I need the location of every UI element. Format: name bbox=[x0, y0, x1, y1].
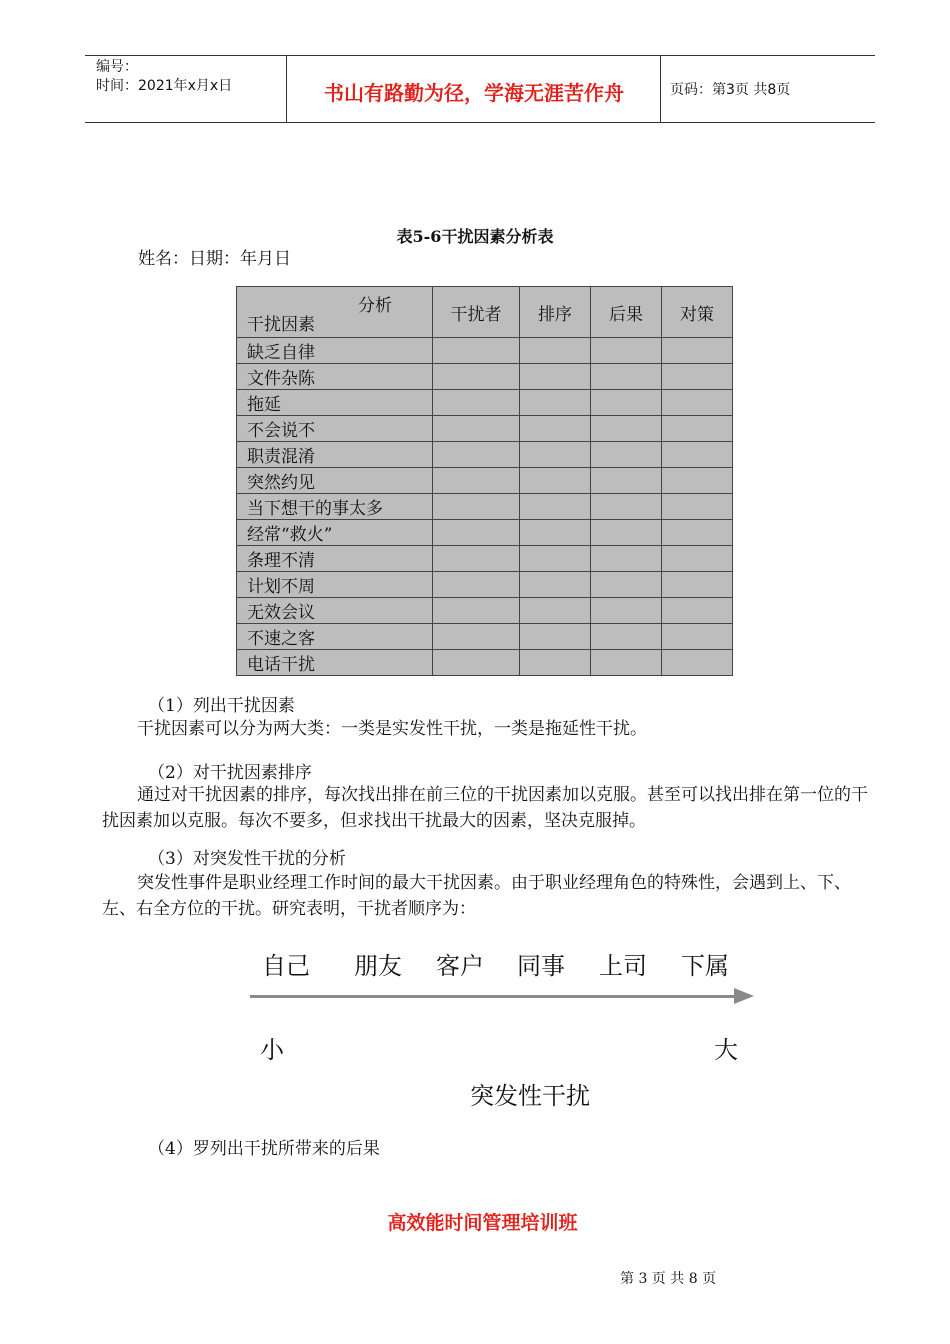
footer-page-number: 第 3 页 共 8 页 bbox=[620, 1271, 717, 1287]
row-label: 无效会议 bbox=[237, 598, 433, 624]
table-cell bbox=[520, 468, 591, 494]
table-cell bbox=[662, 338, 733, 364]
header-top-rule bbox=[85, 55, 875, 56]
table-cell bbox=[433, 624, 520, 650]
column-header: 排序 bbox=[520, 287, 591, 338]
row-label: 不会说不 bbox=[237, 416, 433, 442]
table-cell bbox=[591, 598, 662, 624]
table-cell bbox=[591, 520, 662, 546]
table-cell bbox=[662, 598, 733, 624]
flow-label-boss: 上司 bbox=[599, 952, 647, 980]
row-label: 电话干扰 bbox=[237, 650, 433, 676]
table-cell bbox=[520, 520, 591, 546]
table-cell bbox=[662, 442, 733, 468]
table-cell bbox=[433, 494, 520, 520]
flow-caption: 突发性干扰 bbox=[470, 1082, 590, 1110]
table-cell bbox=[662, 546, 733, 572]
table-cell bbox=[433, 442, 520, 468]
table-cell bbox=[662, 520, 733, 546]
table-row bbox=[237, 650, 733, 676]
section-4-heading: （4）罗列出干扰所带来的后果 bbox=[148, 1139, 380, 1159]
flow-low-label: 小 bbox=[260, 1036, 284, 1064]
table-title: 表5-6干扰因素分析表 bbox=[396, 227, 554, 246]
table-cell bbox=[662, 650, 733, 676]
column-header: 后果 bbox=[591, 287, 662, 338]
section-3-body: 突发性事件是职业经理工作时间的最大干扰因素。由于职业经理角色的特殊性，会遇到上、下、左、右全方位的干扰。研究表明，干扰者顺序为： bbox=[102, 873, 851, 919]
header-page-info: 页码：第3页 共8页 bbox=[670, 82, 791, 98]
table-cell bbox=[433, 650, 520, 676]
table-cell bbox=[662, 390, 733, 416]
table-cell bbox=[520, 546, 591, 572]
row-label: 条理不清 bbox=[237, 546, 433, 572]
table-row bbox=[237, 468, 733, 494]
table-row bbox=[237, 442, 733, 468]
table-cell bbox=[662, 468, 733, 494]
table-cell bbox=[433, 364, 520, 390]
row-label: 缺乏自律 bbox=[237, 338, 433, 364]
row-label: 当下想干的事太多 bbox=[237, 494, 433, 520]
time-label: 时间：2021年x月x日 bbox=[96, 78, 233, 94]
row-label: 职责混淆 bbox=[237, 442, 433, 468]
table-cell bbox=[662, 572, 733, 598]
table-row bbox=[237, 416, 733, 442]
table-row bbox=[237, 546, 733, 572]
table-cell bbox=[591, 468, 662, 494]
table-cell bbox=[591, 624, 662, 650]
header-motto: 书山有路勤为径，学海无涯苦作舟 bbox=[324, 81, 624, 105]
section-2-body: 通过对干扰因素的排序，每次找出排在前三位的干扰因素加以克服。甚至可以找出排在第一位的干扰因素加以克服。每次不要多，但求找出干扰最大的因素，坚决克服掉。 bbox=[102, 785, 868, 831]
table-cell bbox=[520, 338, 591, 364]
row-label: 突然约见 bbox=[237, 468, 433, 494]
section-1-body: 干扰因素可以分为两大类：一类是实发性干扰，一类是拖延性干扰。 bbox=[137, 719, 647, 739]
section-1-heading: （1）列出干扰因素 bbox=[148, 696, 295, 716]
flow-high-label: 大 bbox=[714, 1036, 738, 1064]
section-2-heading: （2）对干扰因素排序 bbox=[148, 763, 312, 783]
table-row bbox=[237, 338, 733, 364]
table-cell bbox=[433, 416, 520, 442]
interference-analysis-table bbox=[236, 286, 733, 676]
table-cell bbox=[433, 572, 520, 598]
table-row bbox=[237, 598, 733, 624]
flow-label-friend: 朋友 bbox=[354, 952, 402, 980]
table-row bbox=[237, 494, 733, 520]
table-corner-cell bbox=[237, 287, 433, 338]
row-label: 经常“救火” bbox=[237, 520, 433, 546]
table-cell bbox=[520, 416, 591, 442]
table-row bbox=[237, 572, 733, 598]
flow-label-self: 自己 bbox=[262, 952, 310, 980]
flow-label-subordinate: 下属 bbox=[681, 952, 729, 980]
column-header: 干扰者 bbox=[433, 287, 520, 338]
header-divider-right bbox=[660, 55, 661, 122]
name-date-line: 姓名：日期：年月日 bbox=[138, 249, 291, 269]
table-cell bbox=[520, 364, 591, 390]
table-cell bbox=[433, 338, 520, 364]
corner-top-label: 分析 bbox=[358, 296, 392, 316]
table-row bbox=[237, 390, 733, 416]
table-cell bbox=[591, 390, 662, 416]
table-cell bbox=[433, 546, 520, 572]
row-label: 不速之客 bbox=[237, 624, 433, 650]
table-cell bbox=[591, 546, 662, 572]
table-cell bbox=[591, 338, 662, 364]
header-divider-left bbox=[286, 55, 287, 122]
table-cell bbox=[662, 624, 733, 650]
table-cell bbox=[520, 650, 591, 676]
table-cell bbox=[591, 416, 662, 442]
table-cell bbox=[433, 468, 520, 494]
table-cell bbox=[433, 520, 520, 546]
table-header-row bbox=[237, 287, 733, 338]
table-row bbox=[237, 520, 733, 546]
table-cell bbox=[591, 650, 662, 676]
table-cell bbox=[591, 364, 662, 390]
table-cell bbox=[520, 598, 591, 624]
table-cell bbox=[433, 390, 520, 416]
section-3-heading: （3）对突发性干扰的分析 bbox=[148, 849, 346, 869]
table-cell bbox=[520, 442, 591, 468]
flow-label-colleague: 同事 bbox=[517, 952, 565, 980]
table-cell bbox=[662, 364, 733, 390]
footer-title: 高效能时间管理培训班 bbox=[387, 1212, 578, 1234]
flow-label-client: 客户 bbox=[436, 952, 484, 980]
table-cell bbox=[591, 442, 662, 468]
table-row bbox=[237, 624, 733, 650]
table-cell bbox=[520, 624, 591, 650]
table-cell bbox=[433, 598, 520, 624]
table-cell bbox=[662, 416, 733, 442]
number-label: 编号： bbox=[96, 59, 138, 75]
table-cell bbox=[520, 494, 591, 520]
flow-arrow-line bbox=[250, 995, 736, 998]
table-cell bbox=[520, 572, 591, 598]
row-label: 拖延 bbox=[237, 390, 433, 416]
corner-bottom-label: 干扰因素 bbox=[247, 315, 315, 335]
table-cell bbox=[591, 494, 662, 520]
table-cell bbox=[520, 390, 591, 416]
table-row bbox=[237, 364, 733, 390]
table-cell bbox=[662, 494, 733, 520]
header-bottom-rule bbox=[85, 122, 875, 123]
row-label: 文件杂陈 bbox=[237, 364, 433, 390]
row-label: 计划不周 bbox=[237, 572, 433, 598]
column-header: 对策 bbox=[662, 287, 733, 338]
header-meta bbox=[96, 58, 232, 96]
table-cell bbox=[591, 572, 662, 598]
arrow-right-icon bbox=[734, 988, 754, 1004]
